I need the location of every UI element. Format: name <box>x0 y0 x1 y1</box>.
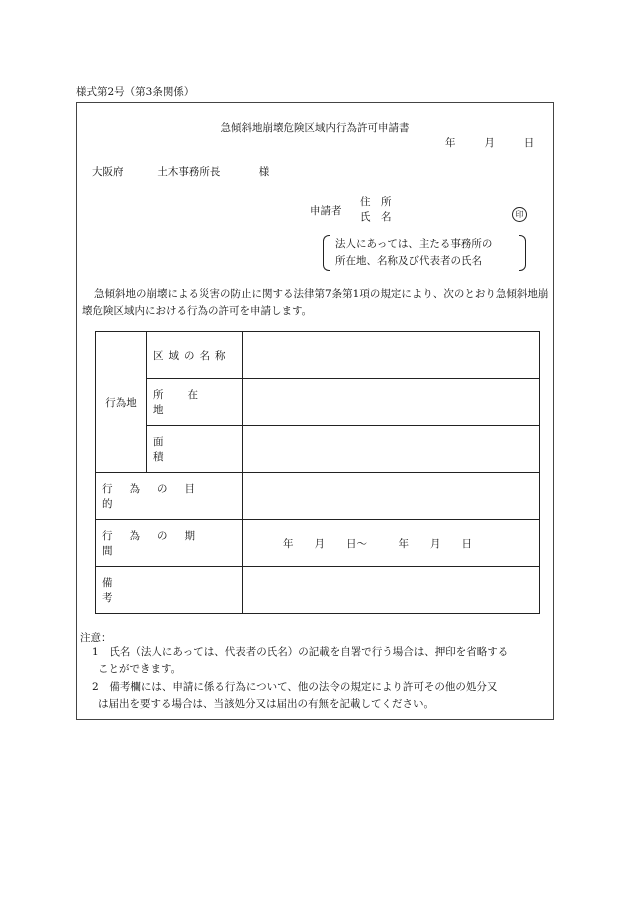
note-2-line2: は届出を要する場合は、当該処分又は届出の有無を記載してください。 <box>98 698 434 710</box>
application-statement: 急傾斜地の崩壊による災害の防止に関する法律第7条第1項の規定により、次のとおり急傾斜地崩壊危険区域内における行為の許可を申請します。 <box>82 288 549 317</box>
location-text <box>147 387 242 417</box>
purpose-label <box>96 473 243 520</box>
area-size-value: 面積 <box>153 436 218 463</box>
area-size-label <box>147 426 243 473</box>
application-table <box>95 331 540 614</box>
name-label: 氏 名 <box>360 211 392 223</box>
note-1-number: 1 <box>92 646 99 658</box>
application-date <box>445 135 534 150</box>
area-name-label <box>147 332 243 379</box>
document-title: 急傾斜地崩壊危険区域内行為許可申請書 <box>220 122 410 134</box>
purpose-text <box>96 481 242 511</box>
address-label: 住 所 <box>360 196 392 208</box>
recipient-office: 土木事務所長 <box>157 166 221 178</box>
applicant-label: 申請者 <box>310 205 342 217</box>
recipient <box>92 164 269 179</box>
area-name-field[interactable] <box>243 332 540 379</box>
remarks-label <box>96 567 243 614</box>
note-1-line1: 氏名（法人にあっては、代表者の氏名）の記載を自署で行う場合は、押印を省略する <box>109 646 509 658</box>
remarks-field[interactable] <box>243 567 540 614</box>
period-value: 行為の期間 <box>102 530 212 557</box>
note-1 <box>92 644 552 678</box>
left-bracket <box>323 235 330 271</box>
note-1-line2: ことができます。 <box>98 663 182 675</box>
corporate-note <box>323 235 526 271</box>
seal-mark: 印 <box>512 207 527 222</box>
date-year: 年 <box>445 137 456 149</box>
note-2-line1: 備考欄には、申請に係る行為について、他の法令の規定により許可その他の処分又 <box>109 681 498 693</box>
note-2 <box>92 679 552 713</box>
area-name-text <box>147 348 242 363</box>
purpose-value: 行為の目的 <box>102 483 212 510</box>
purpose-field[interactable] <box>243 473 540 520</box>
location-value: 所在地 <box>153 389 222 416</box>
area-size-field[interactable] <box>243 426 540 473</box>
remarks-value: 備考 <box>102 577 229 604</box>
date-day: 日 <box>523 137 535 149</box>
right-bracket <box>519 235 526 271</box>
notes-title: 注意： <box>80 632 112 644</box>
form-number: 様式第2号（第3条関係） <box>76 86 195 98</box>
corporate-note-text <box>335 236 492 270</box>
area-name-value: 区域の名称 <box>153 349 231 362</box>
area-size-text <box>147 434 242 464</box>
corporate-note-line2: 所在地、名称及び代表者の氏名 <box>335 255 482 267</box>
recipient-honorific: 様 <box>258 166 270 178</box>
site-label: 行為地 <box>96 332 147 473</box>
period-value-text: 年 月 日～ 年 月 日 <box>283 537 472 550</box>
location-field[interactable] <box>243 379 540 426</box>
location-label <box>147 379 243 426</box>
period-field[interactable] <box>243 520 540 567</box>
date-month: 月 <box>484 137 495 149</box>
note-2-number: 2 <box>92 681 99 693</box>
recipient-prefecture: 大阪府 <box>92 166 124 178</box>
remarks-text <box>96 575 242 605</box>
period-text <box>96 528 242 558</box>
period-label <box>96 520 243 567</box>
corporate-note-line1: 法人にあっては、主たる事務所の <box>335 238 493 250</box>
